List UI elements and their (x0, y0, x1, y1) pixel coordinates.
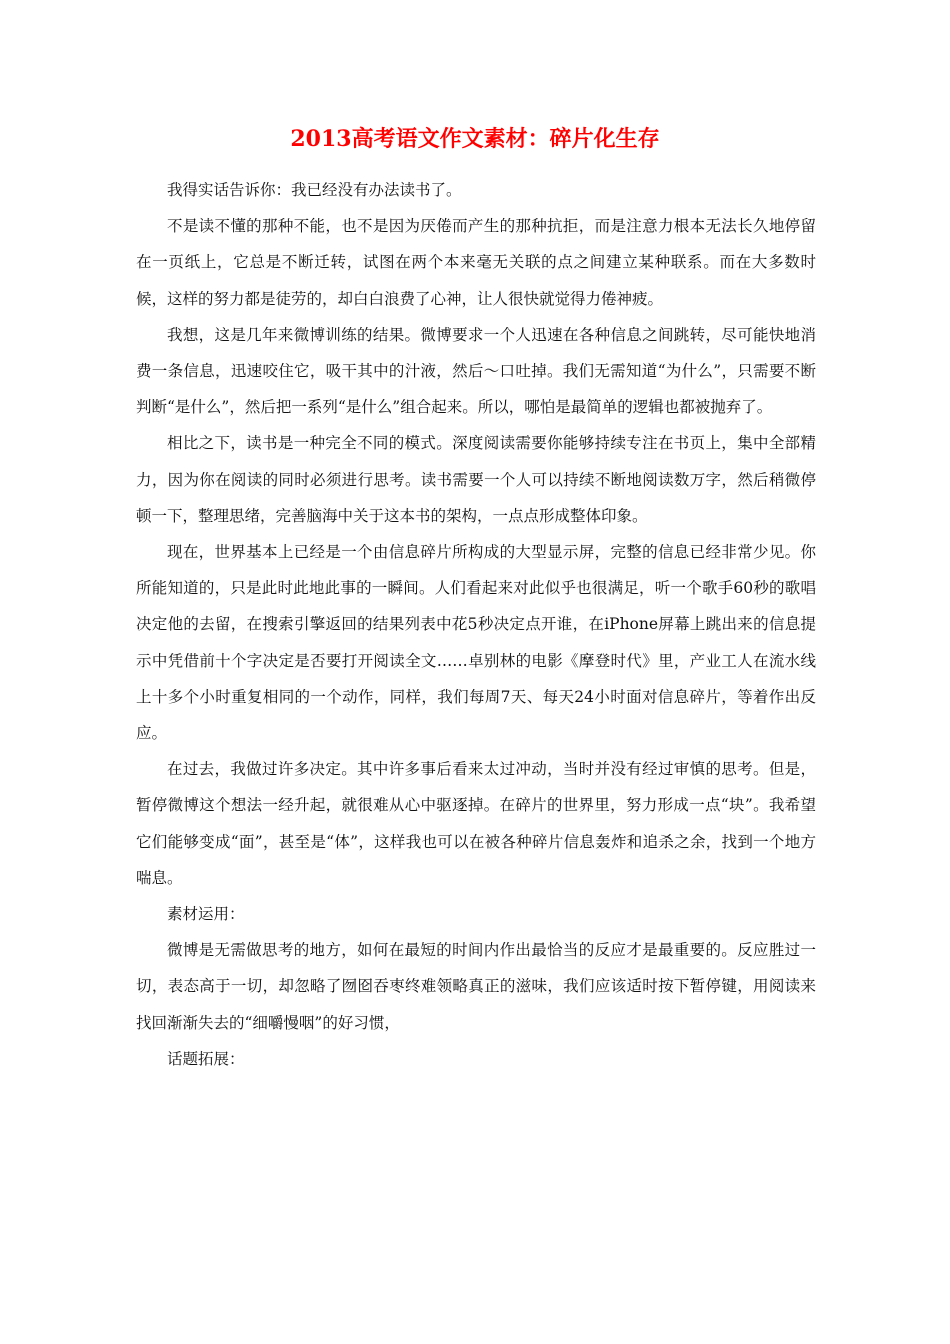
paragraph-attention: 不是读不懂的那种不能，也不是因为厌倦而产生的那种抗拒，而是注意力根本无法长久地停留在一页纸上，它总是不断迁转，试图在两个本来毫无关联的点之间建立某种联系。而在大多数时候，这样的努力都是徒劳的，却白白浪费了心神，让人很快就觉得力倦神疲。 (136, 217, 816, 308)
document-body (136, 172, 816, 1077)
paragraph-intro: 我得实话告诉你：我已经没有办法读书了。 (167, 181, 462, 199)
section-heading-usage: 素材运用： (167, 905, 245, 924)
paragraph-decision: 在过去，我做过许多决定。其中许多事后看来太过冲动，当时并没有经过审慎的思考。但是，暂停微博这个想法一经升起，就很难从心中驱逐掉。在碎片的世界里，努力形成一点“块”。我希望它们能够变成“面”，甚至是“体”，这样我也可以在被各种碎片信息轰炸和追杀之余，找到一个地方喘息。 (136, 760, 816, 887)
document-title: 2013高考语文作文素材：碎片化生存 (290, 126, 660, 152)
paragraph-deep-reading: 相比之下，读书是一种完全不同的模式。深度阅读需要你能够持续专注在书页上，集中全部精力，因为你在阅读的同时必须进行思考。读书需要一个人可以持续不断地阅读数万字，然后稍微停顿一下，整理思绪，完善脑海中关于这本书的架构，一点点形成整体印象。 (136, 434, 816, 525)
paragraph-weibo-training: 我想，这是几年来微博训练的结果。微博要求一个人迅速在各种信息之间跳转，尽可能快地消费一条信息，迅速咬住它，吸干其中的汁液，然后～口吐掉。我们无需知道“为什么”，只需要不断判断“是什么”，然后把一系列“是什么”组合起来。所以，哪怕是最简单的逻辑也都被抛弃了。 (136, 325, 816, 417)
paragraph-fragments: 现在，世界基本上已经是一个由信息碎片所构成的大型显示屏，完整的信息已经非常少见。你所能知道的，只是此时此地此事的一瞬间。人们看起来对此似乎也很满足，听一个歌手60秒的歌唱决定他的去留，在搜索引擎返回的结果列表中花5秒决定点开谁，在iPhone屏幕上跳出来的信息提示中凭借前十个字决定是否要打开阅读全文……卓别林的电影《摩登时代》里，产业工人在流水线上十多个小时重复相同的一个动作，同样，我们每周7天、每天24小时面对信息碎片，等着作出反应。 (136, 543, 816, 743)
section-heading-extension: 话题拓展： (167, 1049, 245, 1068)
paragraph-usage: 微博是无需做思考的地方，如何在最短的时间内作出最恰当的反应才是最重要的。反应胜过一切，表态高于一切，却忽略了囫囵吞枣终难领略真正的滋味，我们应该适时按下暂停键，用阅读来找回渐渐失去的“细嚼慢咽”的好习惯， (136, 941, 816, 1032)
